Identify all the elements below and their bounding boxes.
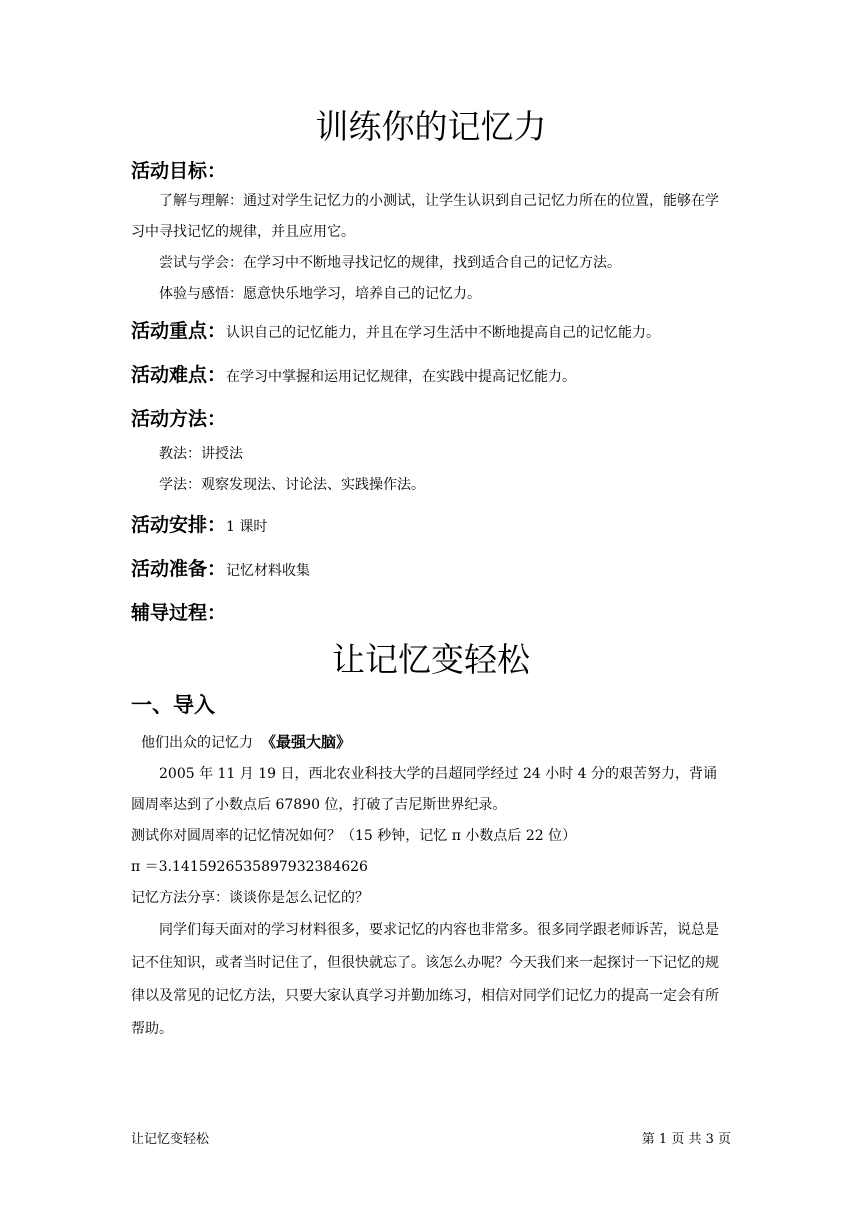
keypoint-heading: 活动重点： [131,320,227,342]
preparation-heading: 活动准备： [131,558,227,580]
pi-test-line: 测试你对圆周率的记忆情况如何？（15 秒钟，记忆 π 小数点后 22 位） [131,828,577,844]
intro-line-prefix: 他们出众的记忆力 [141,735,253,751]
footer-title: 让记忆变轻松 [131,1132,210,1147]
objective-experience: 体验与感悟：愿意快乐地学习，培养自己的记忆力。 [159,286,481,302]
arrangement-heading: 活动安排： [131,514,227,536]
objectives-heading: 活动目标： [131,160,227,182]
share-line: 记忆方法分享：谈谈你是怎么记忆的？ [131,890,369,906]
page-number: 第 1 页 共 3 页 [641,1132,731,1147]
method-heading: 活动方法： [131,408,227,430]
arrangement-row [131,510,731,545]
difficulty-text: 在学习中掌握和运用记忆规律，在实践中提高记忆能力。 [226,369,577,385]
keypoint-text: 认识自己的记忆能力，并且在学习生活中不断地提高自己的记忆能力。 [226,325,661,341]
difficulty-heading: 活动难点： [131,364,227,386]
arrangement-text: 1 课时 [226,519,268,535]
intro-paragraph: 同学们每天面对的学习材料很多，要求记忆的内容也非常多。很多同学跟老师诉苦，说总是记不住知识，或者当时记住了，但很快就忘了。该怎么办呢？今天我们来一起探讨一下记忆的规律以及常见的记忆方法，只要大家认真学习并勤加练习，相信对同学们记忆力的提高一定会有所帮助。 [131,922,719,1037]
objectives-heading-row [131,156,731,186]
section-heading-intro: 一、导入 [131,693,215,717]
process-heading: 辅导过程： [131,602,227,624]
teaching-method: 教法：讲授法 [159,446,243,462]
difficulty-row [131,360,731,395]
document-body [131,104,731,1046]
pi-value-line: π ＝3.1415926535897932384626 [131,859,368,875]
objective-learning: 尝试与学会：在学习中不断地寻找记忆的规律，找到适合自己的记忆方法。 [159,255,621,271]
preparation-row [131,554,731,589]
lesson-title: 让记忆变轻松 [332,640,530,679]
objective-understanding: 了解与理解：通过对学生记忆力的小测试，让学生认识到自己记忆力所在的位置，能够在学习中寻找记忆的规律，并且应用它。 [131,193,719,240]
process-row [131,598,731,633]
page-footer [131,1128,731,1147]
learning-method: 学法：观察发现法、讨论法、实践操作法。 [159,477,425,493]
method-heading-row [131,404,731,439]
preparation-text: 记忆材料收集 [226,563,311,579]
intro-line-bold: 《最强大脑》 [261,733,352,751]
intro-line [131,727,731,759]
document-title: 训练你的记忆力 [315,107,547,146]
record-paragraph: 2005 年 11 月 19 日，西北农业科技大学的吕超同学经过 24 小时 4 分的艰苦努力，背诵圆周率达到了小数点后 67890 位，打破了吉尼斯世界纪录。 [131,766,718,813]
keypoint-row [131,316,731,351]
